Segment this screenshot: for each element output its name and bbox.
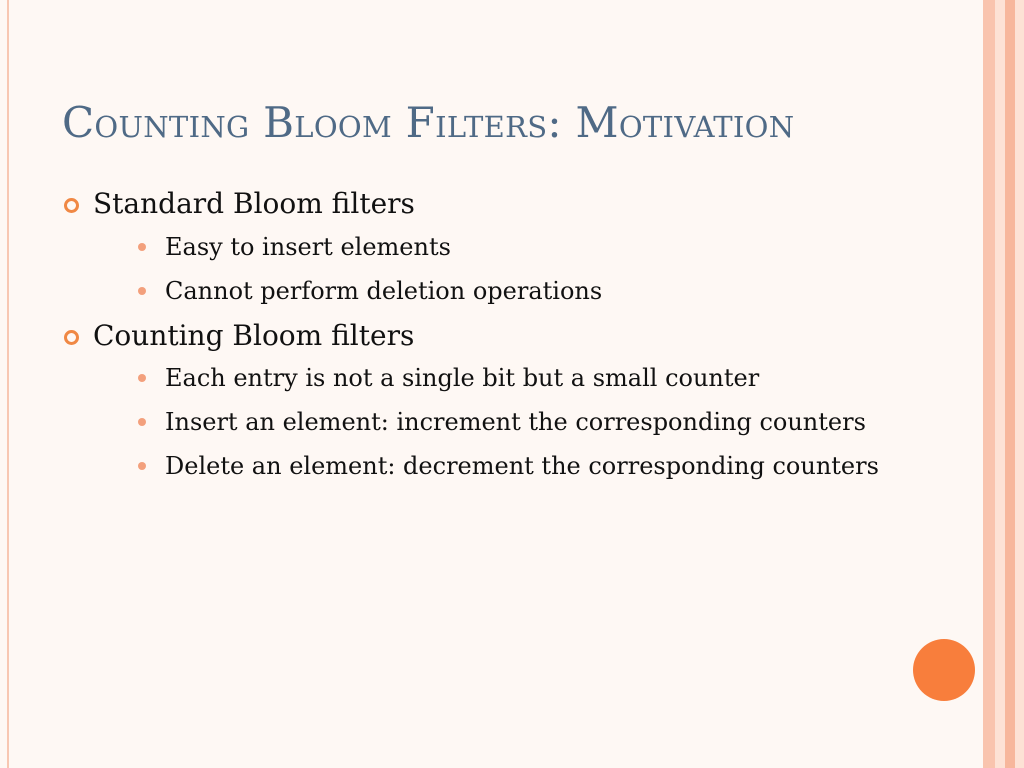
slide-title: Counting Bloom Filters: Motivation	[62, 98, 795, 147]
right-stripe-inner	[1005, 0, 1015, 768]
bullet-standard-bloom-filters	[62, 187, 892, 309]
right-stripe-middle	[995, 0, 1005, 768]
sub-bullet-text: Easy to insert elements	[165, 232, 451, 261]
sub-bullet-item	[93, 229, 892, 265]
dot-bullet-icon	[138, 462, 146, 470]
ring-bullet-icon	[64, 198, 79, 213]
dot-bullet-icon	[138, 374, 146, 382]
right-stripe-outer	[983, 0, 995, 768]
dot-bullet-icon	[138, 418, 146, 426]
dot-bullet-icon	[138, 243, 146, 251]
left-border-line	[7, 0, 9, 768]
sub-bullet-item	[93, 448, 892, 484]
dot-bullet-icon	[138, 287, 146, 295]
sub-bullet-text: Delete an element: decrement the corresponding counters	[165, 452, 879, 481]
bullet-text: Counting Bloom filters	[93, 318, 415, 352]
sub-bullet-text: Insert an element: increment the corresponding counters	[165, 408, 866, 437]
ring-bullet-icon	[64, 330, 79, 345]
bullet-text: Standard Bloom filters	[93, 187, 415, 220]
right-stripe-edge	[1015, 0, 1024, 768]
bullet-counting-bloom-filters	[62, 319, 892, 485]
sub-bullet-text: Cannot perform deletion operations	[165, 276, 603, 305]
sub-bullet-item	[93, 273, 892, 309]
sub-bullet-item	[93, 404, 892, 440]
sub-bullet-list	[93, 229, 892, 309]
accent-circle	[913, 639, 975, 701]
sub-bullet-text: Each entry is not a single bit but a small counter	[165, 364, 760, 393]
sub-bullet-item	[93, 360, 892, 396]
sub-bullet-list	[93, 360, 892, 484]
slide-content	[62, 187, 892, 494]
